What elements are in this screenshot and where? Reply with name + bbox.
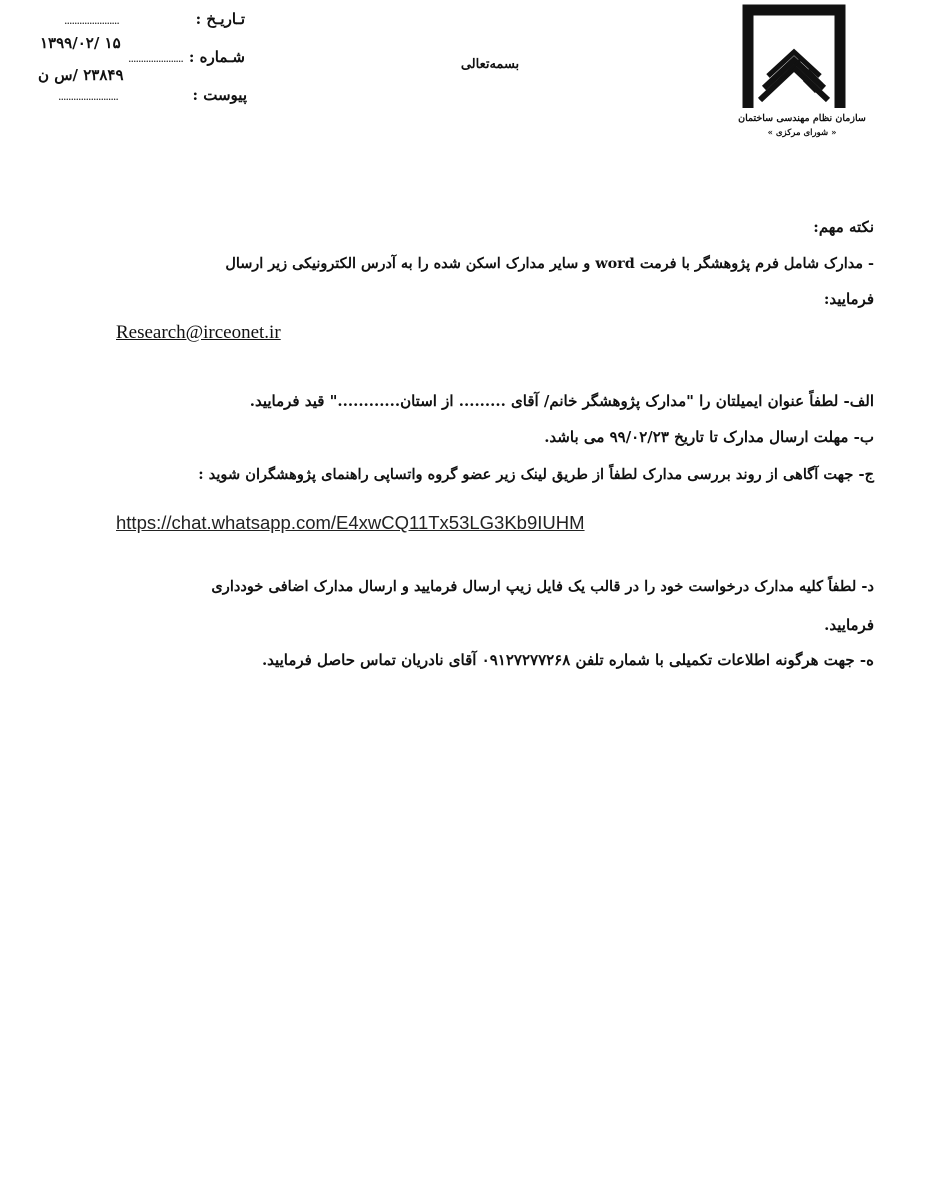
item-be: ب- مهلت ارسال مدارک تا تاریخ ۹۹/۰۲/۲۳ می باشد. (544, 428, 874, 446)
meta-block (30, 8, 250, 108)
organization-logo-icon (742, 4, 846, 110)
number-value: ۲۳۸۴۹ /س ن (38, 66, 124, 84)
item-dal: د- لطفاً کلیه مدارک درخواست خود را در قالب یک فایل زیپ ارسال فرمایید و ارسال مدارک اضافی خودداری (211, 578, 874, 595)
date-dots: ...................... (64, 14, 119, 27)
date-value: ۱۳۹۹/۰۲/ ۱۵ (40, 34, 121, 52)
number-dots: ...................... (128, 52, 183, 65)
note-heading: نکته مهم: (813, 218, 874, 236)
attachment-dots: ........................ (58, 90, 118, 103)
number-row (30, 46, 245, 68)
item-he: ه- جهت هرگونه اطلاعات تکمیلی با شماره تلفن ۰۹۱۲۷۲۷۷۲۶۸ آقای نادریان تماس حاصل فرمایید. (261, 651, 874, 669)
item-dal-cont: فرمایید. (824, 616, 874, 634)
attachment-row (30, 84, 245, 106)
item-jim: ج- جهت آگاهی از روند بررسی مدارک لطفاً از طریق لینک زیر عضو گروه واتساپی راهنمای پژوهشگران شوید : (198, 466, 874, 483)
instruction-line-1-cont: فرمایید: (823, 290, 874, 308)
date-row (30, 8, 245, 30)
attachment-label: پیوست : (192, 86, 247, 104)
item-alef: الف- لطفاً عنوان ایمیلتان را "مدارک پژوهشگر خانم/ آقای ......... از استان............" قید فرمایید. (249, 392, 874, 410)
number-label: شـماره : (188, 48, 245, 66)
organization-council: « شورای مرکزی » (767, 128, 837, 138)
organization-logo (742, 4, 846, 110)
invocation-text: بسمه‌تعالی (460, 57, 520, 72)
date-label: تـاریـخ : (195, 10, 245, 28)
instruction-line-1: - مدارک شامل فرم پژوهشگر با فرمت word و سایر مدارک اسکن شده را به آدرس الکترونیکی زیر ارسال (225, 255, 874, 272)
whatsapp-group-link[interactable]: https://chat.whatsapp.com/E4xwCQ11Tx53LG3Kb9IUHM (116, 512, 585, 533)
organization-name: سازمان نظام مهندسی ساختمان (738, 113, 866, 124)
research-email-link[interactable]: Research@irceonet.ir (116, 322, 281, 343)
